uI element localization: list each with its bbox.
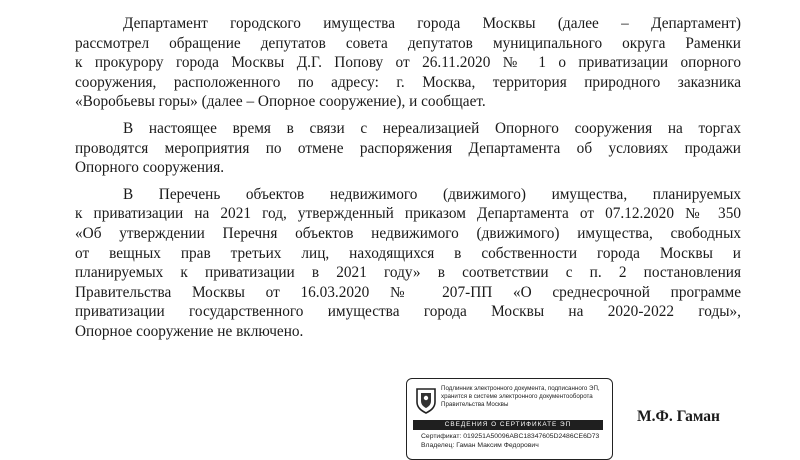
text-line: Опорное сооружение не включено. bbox=[75, 322, 304, 340]
text-line: к приватизации на 2021 год, утвержденный приказом Департамента от 07.12.2020 № 350 bbox=[75, 205, 741, 223]
text-line: «Об утверждении Перечня объектов недвижимого (движимого) имущества, свободных bbox=[75, 224, 741, 242]
text-line: приватизации государственного имущества города Москвы на 2020-2022 годы», bbox=[75, 303, 741, 321]
stamp-header-line: Правительства Москвы bbox=[441, 401, 509, 408]
stamp-owner: Владелец: Гаман Максим Федорович bbox=[421, 442, 539, 449]
paragraph-2 bbox=[75, 119, 741, 178]
stamp-header-line: хранится в системе электронного документооборота bbox=[441, 393, 593, 400]
text-line: «Воробьевы горы» (далее – Опорное сооружение), и сообщает. bbox=[75, 93, 486, 111]
text-line: Правительства Москвы от 16.03.2020 № 207-ПП «О среднесрочной программе bbox=[75, 283, 741, 301]
text-line: от вещных прав третьих лиц, находящихся в собственности города Москвы и bbox=[75, 244, 741, 262]
text-line: В Перечень объектов недвижимого (движимого) имущества, планируемых bbox=[123, 185, 741, 203]
signer-name: М.Ф. Гаман bbox=[637, 408, 720, 425]
text-line: сооружения, расположенного по адресу: г. Москва, территория природного заказника bbox=[75, 73, 741, 91]
electronic-signature-stamp bbox=[406, 378, 613, 460]
paragraph-3 bbox=[75, 185, 741, 342]
text-line: В настоящее время в связи с нереализацией Опорного сооружения на торгах bbox=[123, 119, 741, 137]
text-line: Департамент городского имущества города Москвы (далее – Департамент) bbox=[123, 15, 741, 32]
stamp-certificate-number: Сертификат: 019251A50096ABC18347605D2486CE6D73 bbox=[421, 433, 600, 440]
paragraph-1 bbox=[75, 14, 741, 112]
stamp-header bbox=[441, 385, 607, 409]
text-line: проводятся мероприятия по отмене распоряжения Департамента об условиях продажи bbox=[75, 139, 741, 157]
text-line: Опорного сооружения. bbox=[75, 159, 225, 177]
letter-body bbox=[75, 14, 741, 349]
text-line: планируемых к приватизации в 2021 году» в соответствии с п. 2 постановления bbox=[75, 264, 741, 282]
moscow-coat-of-arms-icon bbox=[415, 387, 437, 414]
stamp-certificate-bar: СВЕДЕНИЯ О СЕРТИФИКАТЕ ЭП bbox=[413, 420, 603, 430]
text-line: к прокурору города Москвы Д.Г. Попову от 26.11.2020 № 1 о приватизации опорного bbox=[75, 54, 741, 72]
text-line: рассмотрел обращение депутатов совета депутатов муниципального округа Раменки bbox=[75, 34, 741, 52]
stamp-header-line: Подлинник электронного документа, подписанного ЭП, bbox=[441, 385, 600, 392]
